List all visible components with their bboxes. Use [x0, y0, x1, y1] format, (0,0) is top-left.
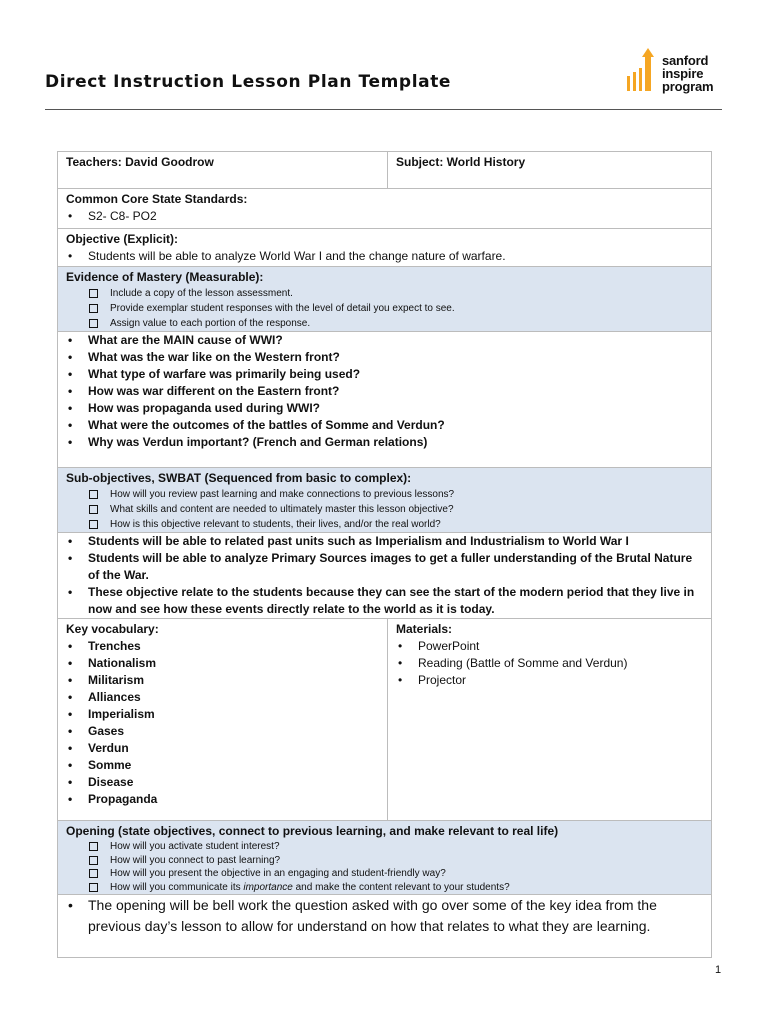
evidence-checklist	[66, 286, 703, 331]
checklist-text: How is this objective relevant to students, their lives, and/or the real world?	[110, 519, 441, 530]
list-item: • The opening will be bell work the question asked with go over some of the key idea from the previous day’s lesson to allow for understand on how that relates to what they are learning.	[88, 895, 703, 937]
logo-line-3: program	[662, 79, 714, 94]
vocab-materials-row	[58, 619, 712, 821]
list-item: • Somme	[88, 757, 379, 774]
page-number: 1	[715, 964, 722, 976]
header-rule	[45, 109, 722, 110]
materials-list	[396, 638, 703, 689]
checklist-text: Assign value to each portion of the response.	[110, 318, 311, 329]
teachers-cell	[58, 152, 388, 189]
teacher-subject-row	[58, 152, 712, 189]
list-item: • Students will be able to analyze Primary Sources images to get a fuller understanding of the Brutal Nature of the War.	[88, 550, 703, 584]
list-item: • Students will be able to analyze World War I and the change nature of warfare.	[88, 248, 703, 265]
checklist-item	[110, 301, 703, 316]
standards-row	[58, 189, 712, 229]
list-item: • What are the MAIN cause of WWI?	[88, 332, 703, 349]
opening-checklist	[66, 840, 703, 894]
checklist-text: Include a copy of the lesson assessment.	[110, 288, 293, 299]
lesson-plan-table	[57, 151, 712, 958]
checklist-item	[110, 316, 703, 331]
checkbox-icon	[89, 289, 98, 298]
list-item: • What type of warfare was primarily being used?	[88, 366, 703, 383]
checklist-text-pre: How will you communicate its	[110, 881, 244, 893]
checkbox-icon	[89, 490, 98, 499]
evidence-label: Evidence of Mastery (Measurable):	[66, 270, 264, 284]
list-item: • What was the war like on the Western front?	[88, 349, 703, 366]
logo-text	[662, 54, 713, 93]
logo-line-1: sanford	[662, 53, 709, 68]
evidence-header-cell	[58, 267, 712, 332]
checklist-item	[110, 881, 703, 895]
sanford-inspire-logo	[624, 46, 724, 96]
teachers-label: Teachers: David Goodrow	[66, 155, 214, 169]
opening-row	[58, 895, 712, 958]
checklist-text: Provide exemplar student responses with the level of detail you expect to see.	[110, 303, 455, 314]
subobjectives-cell	[58, 533, 712, 619]
checkbox-icon	[89, 842, 98, 851]
checklist-item	[110, 286, 703, 301]
evidence-questions-row	[58, 332, 712, 468]
subobjectives-list	[66, 533, 703, 618]
checklist-item	[110, 854, 703, 868]
list-item: • S2- C8- PO2	[88, 208, 703, 225]
page-title: Direct Instruction Lesson Plan Template	[45, 72, 452, 92]
list-item: • Verdun	[88, 740, 379, 757]
list-item: • What were the outcomes of the battles of Somme and Verdun?	[88, 417, 703, 434]
checklist-text: How will you activate student interest?	[110, 841, 280, 852]
logo-bars-icon	[624, 46, 660, 94]
list-item: • Students will be able to related past units such as Imperialism and Industrialism to World War I	[88, 533, 703, 550]
evidence-question-list	[66, 332, 703, 451]
subobjectives-header-cell	[58, 468, 712, 533]
vocabulary-label: Key vocabulary:	[66, 622, 159, 636]
checkbox-icon	[89, 520, 98, 529]
list-item: • PowerPoint	[418, 638, 703, 655]
opening-header-cell	[58, 821, 712, 895]
subject-cell	[388, 152, 712, 189]
checklist-text: How will you connect to past learning?	[110, 854, 281, 866]
list-item: • How was war different on the Eastern front?	[88, 383, 703, 400]
checkbox-icon	[89, 505, 98, 514]
objective-row	[58, 229, 712, 267]
list-item: • How was propaganda used during WWI?	[88, 400, 703, 417]
list-item: • Imperialism	[88, 706, 379, 723]
subobjectives-checklist	[66, 487, 703, 532]
standards-list	[66, 208, 703, 225]
checklist-text-emphasis: importance	[243, 881, 293, 893]
evidence-header-row	[58, 267, 712, 332]
checklist-item	[110, 487, 703, 502]
opening-list	[66, 895, 703, 937]
subject-label: Subject: World History	[396, 155, 526, 169]
opening-label: Opening (state objectives, connect to previous learning, and make relevant to real life)	[66, 824, 559, 838]
logo-line-2: inspire	[662, 66, 704, 81]
checkbox-icon	[89, 883, 98, 892]
subobjectives-label: Sub-objectives, SWBAT (Sequenced from basic to complex):	[66, 471, 412, 485]
opening-cell	[58, 895, 712, 958]
checklist-text: What skills and content are needed to ultimately master this lesson objective?	[110, 504, 454, 515]
list-item: • Disease	[88, 774, 379, 791]
standards-label: Common Core State Standards:	[66, 192, 248, 206]
objective-cell	[58, 229, 712, 267]
checkbox-icon	[89, 319, 98, 328]
checklist-item	[110, 867, 703, 881]
list-item: • Nationalism	[88, 655, 379, 672]
checklist-text: How will you review past learning and make connections to previous lessons?	[110, 489, 455, 500]
subobjectives-row	[58, 533, 712, 619]
checkbox-icon	[89, 304, 98, 313]
objective-list	[66, 248, 703, 265]
checklist-item	[110, 517, 703, 532]
vocabulary-cell	[58, 619, 388, 821]
list-item: • Propaganda	[88, 791, 379, 808]
subobjectives-header-row	[58, 468, 712, 533]
list-item: • Reading (Battle of Somme and Verdun)	[418, 655, 703, 672]
opening-header-row	[58, 821, 712, 895]
checkbox-icon	[89, 869, 98, 878]
list-item: • Trenches	[88, 638, 379, 655]
vocabulary-list	[66, 638, 379, 808]
objective-label: Objective (Explicit):	[66, 232, 179, 246]
checklist-text: How will you present the objective in an engaging and student-friendly way?	[110, 868, 446, 879]
list-item: • Projector	[418, 672, 703, 689]
evidence-questions-cell	[58, 332, 712, 468]
checkbox-icon	[89, 856, 98, 865]
list-item: • Why was Verdun important? (French and German relations)	[88, 434, 703, 451]
materials-cell	[388, 619, 712, 821]
list-item: • Gases	[88, 723, 379, 740]
materials-label: Materials:	[396, 622, 453, 636]
list-item: • Alliances	[88, 689, 379, 706]
checklist-item	[110, 502, 703, 517]
list-item: • These objective relate to the students because they can see the start of the modern period that they live in now and see how these events directly relate to the world as it is today.	[88, 584, 703, 618]
checklist-item	[110, 840, 703, 854]
checklist-text-post: and make the content relevant to your students?	[292, 881, 510, 893]
list-item: • Militarism	[88, 672, 379, 689]
standards-cell	[58, 189, 712, 229]
